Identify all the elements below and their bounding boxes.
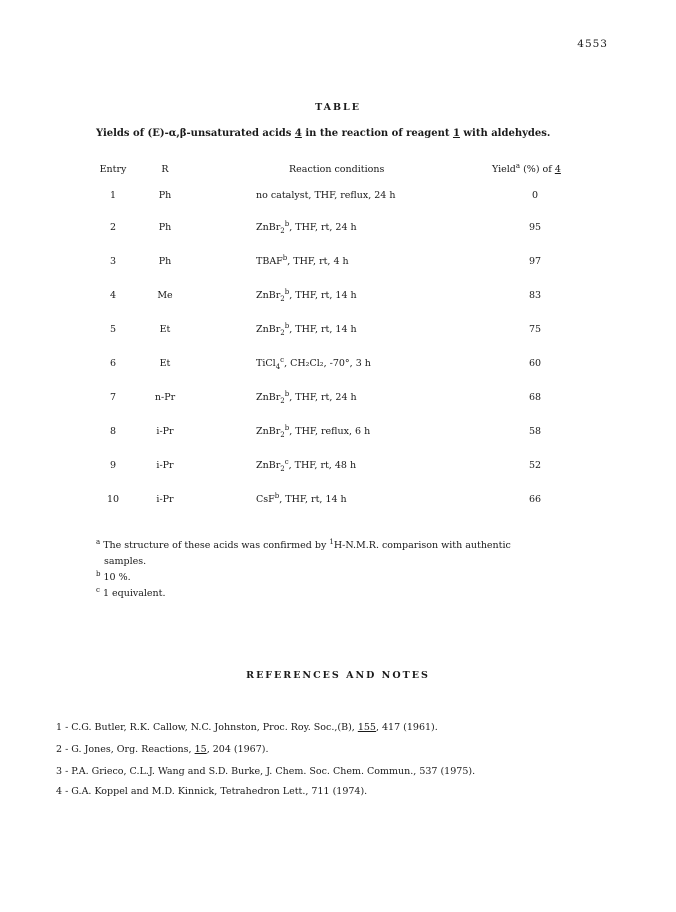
- row-conditions-rest: , THF, rt, 4 h: [287, 256, 349, 267]
- row-entry: 6: [109, 358, 117, 369]
- row-substituent: Ph: [158, 190, 172, 201]
- row-reagent-footnote-mark: b: [282, 253, 288, 262]
- reference-text: 3 - P.A. Grieco, C.L.J. Wang and S.D. Burke, J. Chem. Soc. Chem. Commun., 537 (1975).: [56, 766, 476, 777]
- footnote-a-text-1: The structure of these acids was confirmed by: [100, 540, 330, 551]
- row-conditions-rest: , THF, rt, 14 h: [289, 290, 357, 301]
- row-conditions-rest: , THF, rt, 14 h: [279, 494, 347, 505]
- row-conditions: [256, 253, 349, 267]
- reference-volume: 15: [194, 744, 207, 755]
- row-conditions: [256, 219, 357, 235]
- row-conditions: [256, 287, 357, 303]
- references-title: REFERENCES AND NOTES: [246, 670, 430, 681]
- reference-3: [56, 766, 475, 777]
- row-conditions-rest: , THF, rt, 48 h: [288, 460, 357, 471]
- row-reagent-subscript: 2: [280, 464, 285, 473]
- caption-pre: Yields of (E)-α,β-unsaturated acids: [96, 128, 295, 139]
- row-entry: 7: [109, 392, 117, 403]
- caption-acid-number: 4: [294, 128, 302, 139]
- row-entry: 10: [106, 494, 120, 505]
- row-conditions-rest: , THF, rt, 24 h: [289, 222, 357, 233]
- row-reagent: ZnBr: [256, 222, 281, 233]
- footnote-c-mark: c: [96, 585, 100, 594]
- row-conditions: [256, 457, 357, 473]
- row-reagent-footnote-mark: c: [284, 457, 289, 466]
- row-conditions: [256, 321, 357, 337]
- row-reagent: ZnBr: [256, 426, 281, 437]
- row-entry: 8: [109, 426, 117, 437]
- header-yield-compound: 4: [554, 164, 561, 175]
- row-substituent: Ph: [158, 256, 172, 267]
- header-entry: Entry: [99, 164, 127, 175]
- reference-volume: 155: [357, 722, 376, 733]
- row-reagent: ZnBr: [256, 324, 281, 335]
- header-yield: [492, 161, 561, 175]
- footnote-c: [96, 585, 166, 599]
- row-conditions: [256, 423, 371, 439]
- reference-text: 2 - G. Jones, Org. Reactions,: [56, 744, 195, 755]
- row-entry: 9: [109, 460, 117, 471]
- row-reagent: ZnBr: [256, 392, 281, 403]
- row-reagent: TBAF: [256, 256, 283, 267]
- row-reagent-subscript: 2: [280, 294, 285, 303]
- footnote-b-text: 10 %.: [100, 572, 131, 583]
- header-yield-label: Yield: [492, 164, 516, 175]
- header-yield-mid: (%) of: [520, 164, 555, 175]
- row-yield: 75: [528, 324, 542, 335]
- row-entry: 2: [109, 222, 117, 233]
- footnote-a: [96, 537, 511, 551]
- row-reagent-footnote-mark: b: [284, 389, 290, 398]
- row-yield: 52: [528, 460, 542, 471]
- row-yield: 58: [528, 426, 542, 437]
- reference-2: [56, 744, 269, 755]
- reference-text-end: , 417 (1961).: [375, 722, 438, 733]
- row-substituent: Ph: [158, 222, 172, 233]
- row-substituent: Et: [159, 358, 171, 369]
- row-entry: 3: [109, 256, 117, 267]
- row-substituent: i-Pr: [156, 426, 174, 437]
- row-reagent-subscript: 4: [275, 362, 281, 371]
- row-conditions: [256, 355, 371, 371]
- footnote-a-continuation: samples.: [104, 556, 147, 567]
- row-conditions-rest: , THF, reflux, 6 h: [289, 426, 371, 437]
- row-entry: 1: [109, 190, 117, 201]
- row-reagent-subscript: 2: [280, 430, 285, 439]
- row-yield: 68: [528, 392, 542, 403]
- reference-text-end: , 204 (1967).: [206, 744, 269, 755]
- row-substituent: Et: [159, 324, 171, 335]
- row-reagent: ZnBr: [256, 290, 281, 301]
- footnote-a-superscript: 1: [329, 537, 334, 546]
- footnote-a-mark: a: [96, 537, 101, 546]
- row-entry: 5: [109, 324, 117, 335]
- header-yield-footnote-mark: a: [515, 161, 521, 170]
- reference-text: 1 - C.G. Butler, R.K. Callow, N.C. Johnston, Proc. Roy. Soc.,(B),: [56, 722, 358, 733]
- row-yield: 60: [528, 358, 542, 369]
- reference-4: [56, 786, 367, 797]
- row-substituent: i-Pr: [156, 460, 174, 471]
- row-reagent-footnote-mark: b: [284, 287, 290, 296]
- row-reagent: CsF: [256, 494, 275, 505]
- header-conditions: Reaction conditions: [289, 164, 385, 175]
- row-yield: 0: [531, 190, 539, 201]
- row-reagent-footnote-mark: b: [284, 219, 290, 228]
- page-number: 4553: [577, 38, 608, 50]
- row-reagent-footnote-mark: c: [280, 355, 285, 364]
- row-reagent: no catalyst: [256, 190, 309, 201]
- row-reagent-subscript: 2: [280, 226, 285, 235]
- footnote-b: [96, 569, 131, 583]
- row-conditions-rest: , THF, reflux, 24 h: [308, 190, 396, 201]
- reference-1: [56, 722, 438, 733]
- header-r: R: [161, 164, 169, 175]
- row-reagent-footnote-mark: b: [284, 423, 290, 432]
- table-caption: [96, 128, 550, 139]
- row-conditions: [256, 389, 357, 405]
- reference-text: 4 - G.A. Koppel and M.D. Kinnick, Tetrahedron Lett., 711 (1974).: [56, 786, 368, 797]
- row-conditions-rest: , THF, rt, 14 h: [289, 324, 357, 335]
- row-conditions: [256, 491, 347, 505]
- row-reagent-footnote-mark: b: [284, 321, 290, 330]
- row-reagent: ZnBr: [256, 460, 281, 471]
- caption-post: with aldehydes.: [459, 128, 551, 139]
- row-yield: 66: [528, 494, 542, 505]
- row-reagent-subscript: 2: [280, 396, 285, 405]
- row-reagent: TiCl: [256, 358, 276, 369]
- footnote-a-text-2: H-N.M.R. comparison with authentic: [333, 540, 511, 551]
- row-reagent-subscript: 2: [280, 328, 285, 337]
- row-reagent-footnote-mark: b: [274, 491, 280, 500]
- row-yield: 95: [528, 222, 542, 233]
- row-entry: 4: [109, 290, 117, 301]
- footnote-b-mark: b: [96, 569, 101, 578]
- row-conditions-rest: , CH₂Cl₂, -70°, 3 h: [284, 358, 371, 369]
- row-substituent: Me: [157, 290, 173, 301]
- footnote-c-text: 1 equivalent.: [99, 588, 166, 599]
- row-yield: 97: [528, 256, 542, 267]
- caption-mid: in the reaction of reagent: [301, 128, 453, 139]
- caption-reagent-number: 1: [452, 128, 460, 139]
- row-conditions: [256, 190, 395, 201]
- row-yield: 83: [528, 290, 542, 301]
- row-substituent: n-Pr: [154, 392, 176, 403]
- row-substituent: i-Pr: [156, 494, 174, 505]
- table-title: TABLE: [315, 102, 361, 113]
- row-conditions-rest: , THF, rt, 24 h: [289, 392, 357, 403]
